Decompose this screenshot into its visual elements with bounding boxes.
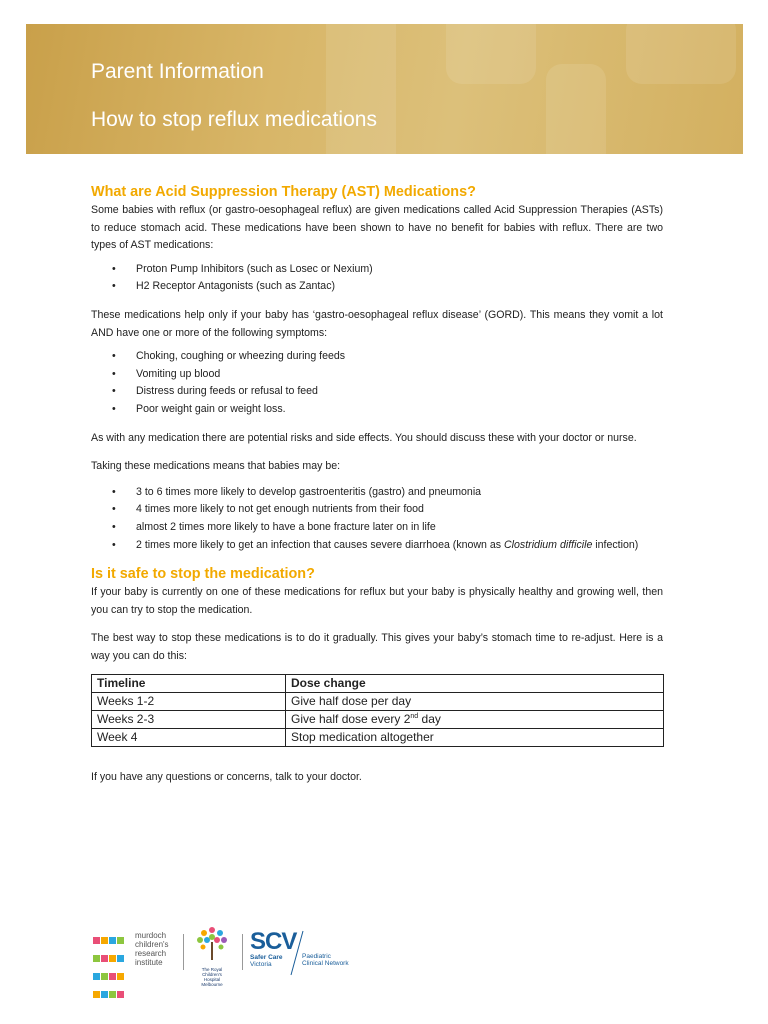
list-item: • Poor weight gain or weight loss. <box>112 402 286 415</box>
stop-paragraph: If your baby is currently on one of these medications for reflux but your baby is physically healthy and growing well, then you can try to stop the medication. <box>91 586 663 616</box>
list-item: • H2 Receptor Antagonists (such as Zantac) <box>112 280 336 293</box>
table-header-row <box>92 675 664 693</box>
list-item: • Vomiting up blood <box>112 367 221 380</box>
banner-title: Parent Information <box>91 60 264 83</box>
intro-paragraph: Some babies with reflux (or gastro-oesophageal reflux) are given medications called Acid Suppression Therapies (ASTs) to reduce stomach acid. These medications have been shown to have no benefit for babies with reflux. There are two types of AST medications: <box>91 204 663 252</box>
mcri-logo <box>93 932 131 1004</box>
section-heading-stop: Is it safe to stop the medication? <box>91 566 315 583</box>
list-item: • Proton Pump Inhibitors (such as Losec or Nexium) <box>112 262 373 275</box>
page-title: How to stop reflux medications <box>91 108 377 131</box>
ast-types-list <box>91 261 663 296</box>
list-item: • 4 times more likely to not get enough nutrients from their food <box>112 503 424 516</box>
dose-table <box>91 674 664 747</box>
document-body <box>91 182 663 787</box>
section-heading-ast: What are Acid Suppression Therapy (AST) Medications? <box>91 184 476 200</box>
column-header: Dose change <box>286 675 664 693</box>
risks-intro: Taking these medications means that babies may be: <box>91 460 341 473</box>
table-row: Weeks 2-3 Give half dose every 2nd day <box>92 711 664 729</box>
side-effects-paragraph: As with any medication there are potential risks and side effects. You should discuss these with your doctor or nurse. <box>91 431 637 444</box>
list-item: • 3 to 6 times more likely to develop gastroenteritis (gastro) and pneumonia <box>112 485 482 498</box>
list-item: • Choking, coughing or wheezing during feeds <box>112 350 346 363</box>
symptoms-list <box>91 348 663 418</box>
column-header: Timeline <box>92 675 286 693</box>
mcri-name: murdoch children's research institute <box>135 931 169 967</box>
footer-logos <box>90 920 370 987</box>
gord-paragraph: These medications help only if your baby has ‘gastro-oesophageal reflux disease’ (GORD). This means they vomit a lot AND have one or more of the following symptoms: <box>91 308 663 339</box>
header-banner <box>26 24 743 154</box>
scv-logo: SCV Safer Care Victoria Paediatric Clinical Network <box>250 930 296 968</box>
rch-logo: The Royal Children's Hospital Melbourne <box>192 922 232 982</box>
list-item: • almost 2 times more likely to have a bone fracture later on in life <box>112 520 436 533</box>
gradual-paragraph: The best way to stop these medications is to do it gradually. This gives your baby’s stomach time to re-adjust. Here is a way you can do this: <box>91 632 663 662</box>
risks-list <box>91 484 663 554</box>
table-row: Weeks 1-2 Give half dose per day <box>92 693 664 711</box>
closing-paragraph: If you have any questions or concerns, talk to your doctor. <box>91 771 362 784</box>
list-item: • Distress during feeds or refusal to feed <box>112 385 318 398</box>
list-item: • 2 times more likely to get an infection that causes severe diarrhoea (known as Clostridium difficile infection) <box>112 538 639 551</box>
table-row: Week 4 Stop medication altogether <box>92 729 664 747</box>
